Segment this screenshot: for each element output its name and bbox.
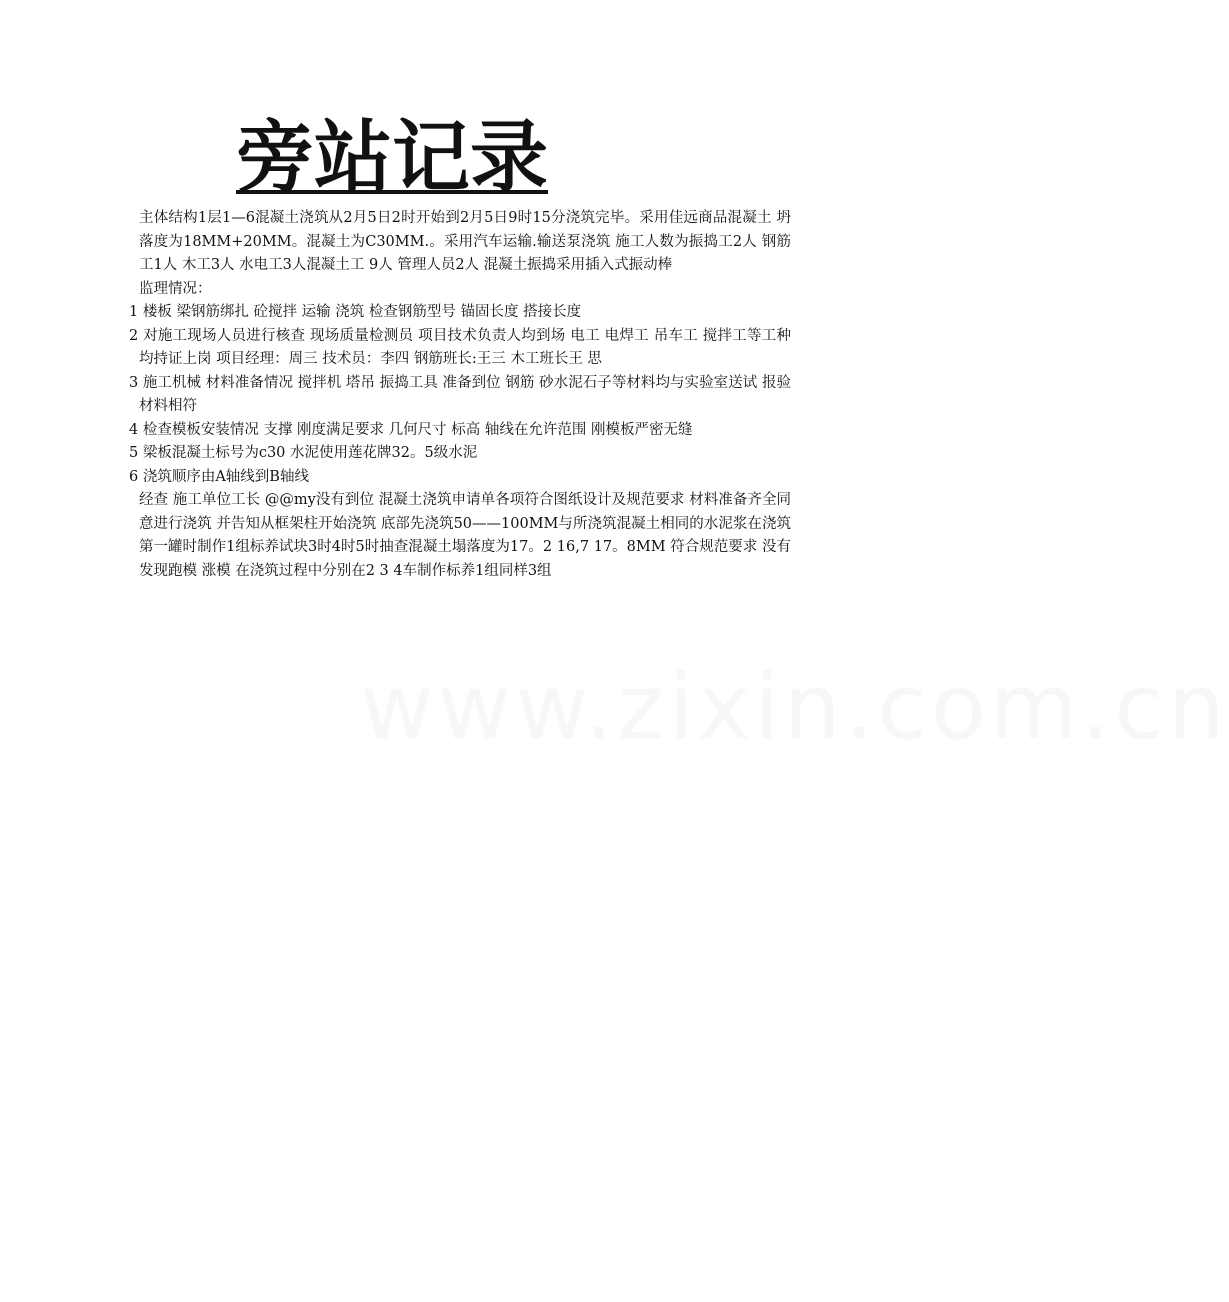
intro-paragraph: 主体结构1层1—6混凝土浇筑从2月5日2时开始到2月5日9时15分浇筑完毕。采用佳远商品混凝土 坍落度为18MM+20MM。混凝土为C30MM.。采用汽车运输.输送泵浇筑 施工人数为振捣工2人 钢筋工1人 木工3人 水电工3人混凝土工 9人 管理人员2人 混凝土振捣采用插入式振动棒 bbox=[139, 210, 791, 273]
list-item: 5 梁板混凝土标号为c30 水泥使用莲花牌32。5级水泥 bbox=[129, 445, 478, 461]
conclusion-paragraph: 经查 施工单位工长 @@my没有到位 混凝土浇筑申请单各项符合图纸设计及规范要求 材料准备齐全同意进行浇筑 并告知从框架柱开始浇筑 底部先浇筑50——100MM与所浇筑混凝土相同的水泥浆在浇筑第一罐时制作1组标养试块3时4时5时抽查混凝土塌落度为17。2 16,7 17。8MM 符合规范要求 没有发现跑模 涨模 在浇筑过程中分别在2 3 4车制作标养1组同样3组 bbox=[139, 492, 791, 579]
list-item: 4 检查模板安装情况 支撑 刚度满足要求 几何尺寸 标高 轴线在允许范围 刚模板严密无缝 bbox=[129, 421, 693, 438]
document-body bbox=[129, 207, 791, 583]
list-item: 6 浇筑顺序由A轴线到B轴线 bbox=[129, 468, 309, 485]
watermark: www.zixin.com.cn bbox=[360, 655, 1229, 760]
list-item: 2 对施工现场人员进行核查 现场质量检测员 项目技术负责人均到场 电工 电焊工 吊车工 搅拌工等工种均持证上岗 项目经理：周三 技术员：李四 钢筋班长:王三 木工班长王 思 bbox=[129, 327, 791, 367]
list-item: 1 楼板 梁钢筋绑扎 砼搅拌 运输 浇筑 检查钢筋型号 锚固长度 搭接长度 bbox=[129, 304, 582, 320]
supervision-heading: 监理情况： bbox=[139, 280, 212, 297]
document-title: 旁站记录 bbox=[236, 112, 549, 203]
list-item: 3 施工机械 材料准备情况 搅拌机 塔吊 振捣工具 准备到位 钢筋 砂水泥石子等材料均与实验室送试 报验材料相符 bbox=[129, 374, 791, 414]
